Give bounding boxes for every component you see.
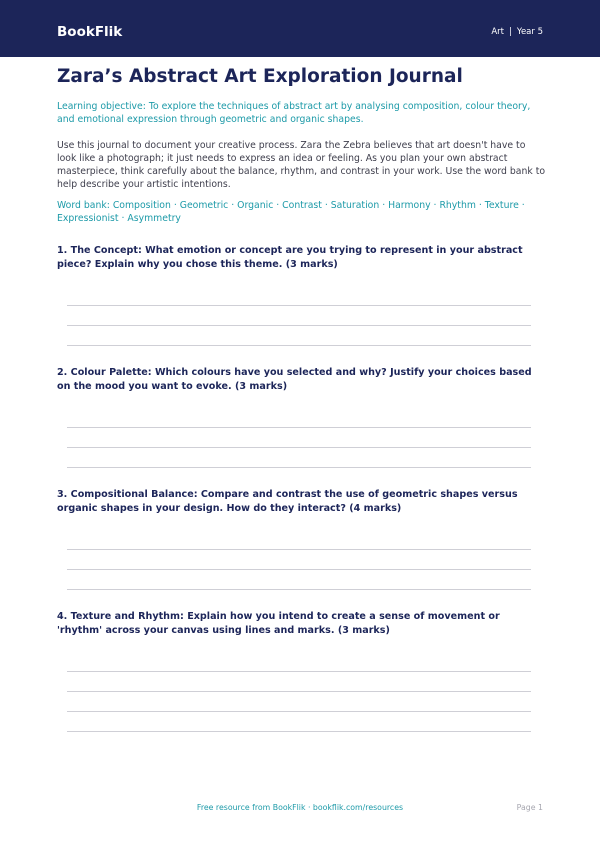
meta-separator: | xyxy=(509,27,512,37)
question-2: 2. Colour Palette: Which colours have you selected and why? Justify your choices based on the mood you want to evoke. (3 marks) xyxy=(57,367,532,392)
intro-paragraph: Use this journal to document your creative process. Zara the Zebra believes that art doesn't have to look like a photograph; it just needs to express an idea or feeling. As you plan your own abstract masterpiece, think carefully about the balance, rhythm, and contrast in your work. Use the word bank to help describe your artistic intentions. xyxy=(57,140,546,190)
question-4: 4. Texture and Rhythm: Explain how you intend to create a sense of movement or 'rhythm' across your canvas using lines and marks. (3 marks) xyxy=(57,611,500,636)
learning-objective: Learning objective: To explore the techniques of abstract art by analysing composition, colour theory, and emotional expression through geometric and organic shapes. xyxy=(57,101,531,125)
header-band xyxy=(0,0,600,57)
subject-year xyxy=(491,26,543,38)
answer-line[interactable] xyxy=(67,731,531,732)
answer-line[interactable] xyxy=(67,305,531,306)
year-label: Year 5 xyxy=(516,27,543,37)
answer-line[interactable] xyxy=(67,549,531,550)
answer-line[interactable] xyxy=(67,711,531,712)
subject-label: Art xyxy=(491,27,505,37)
brand-logo: BookFlik xyxy=(57,24,123,40)
answer-line[interactable] xyxy=(67,671,531,672)
word-bank: Word bank: Composition · Geometric · Organic · Contrast · Saturation · Harmony · Rhythm · Texture · Expressionist · Asymmetry xyxy=(57,200,525,224)
answer-line[interactable] xyxy=(67,691,531,692)
footer-credit[interactable]: Free resource from BookFlik · bookflik.com/resources xyxy=(196,803,404,812)
answer-line[interactable] xyxy=(67,345,531,346)
page-number: Page 1 xyxy=(516,803,543,812)
answer-line[interactable] xyxy=(67,589,531,590)
answer-line[interactable] xyxy=(67,427,531,428)
answer-line[interactable] xyxy=(67,325,531,326)
answer-line[interactable] xyxy=(67,467,531,468)
question-1: 1. The Concept: What emotion or concept are you trying to represent in your abstract piece? Explain why you chose this theme. (3 marks) xyxy=(57,245,523,270)
question-3: 3. Compositional Balance: Compare and contrast the use of geometric shapes versus organic shapes in your design. How do they interact? (4 marks) xyxy=(57,489,518,514)
answer-line[interactable] xyxy=(67,447,531,448)
page-title: Zara’s Abstract Art Exploration Journal xyxy=(57,66,463,87)
answer-line[interactable] xyxy=(67,569,531,570)
